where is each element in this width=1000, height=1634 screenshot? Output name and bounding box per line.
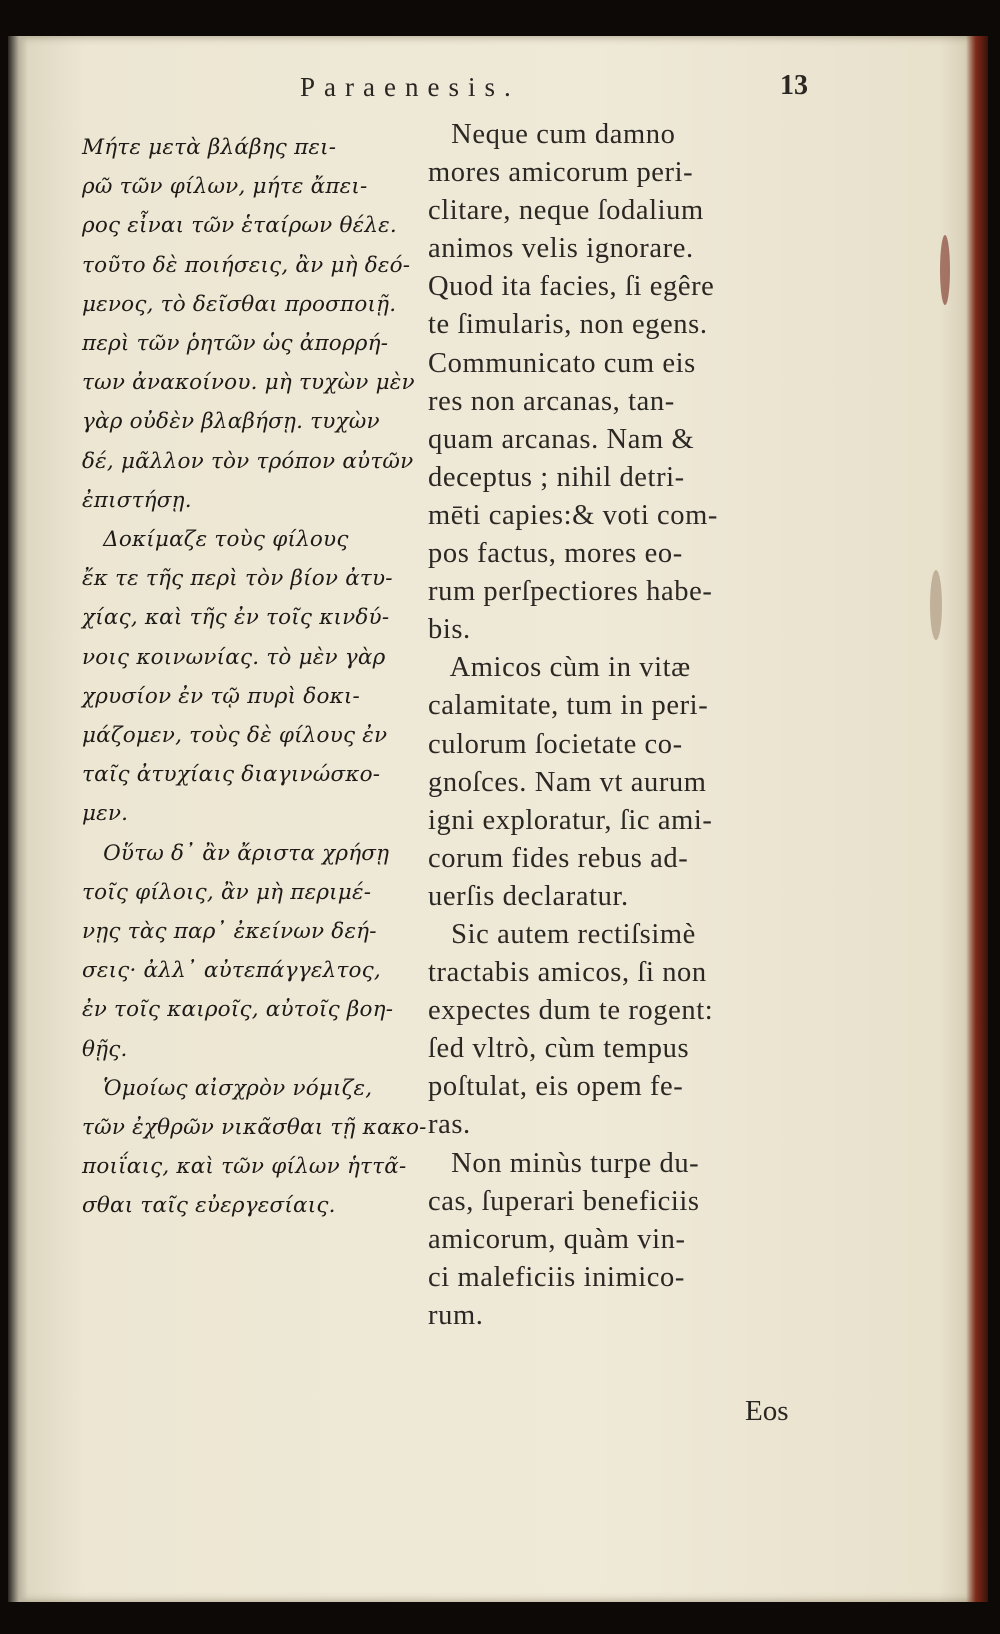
text-line: ci maleficiis inimico- <box>428 1261 685 1293</box>
text-line: ras. <box>428 1109 471 1141</box>
text-line: ἐν τοῖς καιροῖς, αὐτοῖς βοη- <box>82 997 394 1023</box>
text-line: expectes dum te rogent: <box>428 995 714 1027</box>
text-line: νῃς τὰς παρ᾽ ἐκείνων δεή- <box>82 919 377 945</box>
text-line: μάζομεν, τοὺς δὲ φίλους ἐν <box>82 723 388 749</box>
text-line: θῇς. <box>82 1036 128 1062</box>
text-line: res non arcanas, tan- <box>428 385 675 417</box>
text-line: Neque cum damno <box>428 119 676 150</box>
latin-text-column <box>428 116 788 1335</box>
text-line: amicorum, quàm vin- <box>428 1223 686 1255</box>
running-title: Paraenesis. <box>300 72 520 102</box>
text-line: culorum ſocietate co- <box>428 728 683 760</box>
page-stain <box>940 235 950 305</box>
greek-text-column <box>82 128 427 1226</box>
text-line: Ὁμοίως αἰσχρὸν νόμιζε, <box>82 1075 373 1101</box>
text-line: σεις· ἀλλ᾽ αὐτεπάγγελτος, <box>82 958 381 984</box>
text-line: δέ, μᾶλλον τὸν τρόπον αὐτῶν <box>82 448 414 474</box>
text-line: igni exploratur, ſic ami- <box>428 804 713 836</box>
text-line: χίας, καὶ τῆς ἐν τοῖς κινδύ- <box>82 605 390 631</box>
text-line: bis. <box>428 614 471 646</box>
text-line: σθαι ταῖς εὐεργεσίαις. <box>82 1193 336 1219</box>
text-line: corum fides rebus ad- <box>428 842 689 874</box>
text-line: νοις κοινωνίας. τὸ μὲν γὰρ <box>82 644 386 670</box>
text-line: uerſis declaratur. <box>428 880 629 912</box>
text-line: ρῶ τῶν φίλων, μήτε ἄπει- <box>82 174 368 200</box>
text-line: ταῖς ἀτυχίαις διαγινώσκο- <box>82 762 381 788</box>
page-stain <box>930 570 942 640</box>
text-line: τοῖς φίλοις, ἂν μὴ περιμέ- <box>82 879 372 905</box>
text-line: mores amicorum peri- <box>428 157 694 189</box>
text-line: cas, ſuperari beneficiis <box>428 1185 700 1217</box>
text-line: Μήτε μετὰ βλάβης πει- <box>82 135 337 160</box>
text-line: tractabis amicos, ſi non <box>428 957 707 989</box>
text-line: rum. <box>428 1299 484 1331</box>
text-line: clitare, neque ſodalium <box>428 195 704 227</box>
page-gutter-shadow <box>8 36 28 1602</box>
text-line: γὰρ οὐδὲν βλαβήσῃ. τυχὼν <box>82 409 380 435</box>
text-line: Communicato cum eis <box>428 347 696 379</box>
text-line: μενος, τὸ δεῖσθαι προσποιῇ. <box>82 291 397 317</box>
text-line: gnoſces. Nam vt aurum <box>428 766 707 798</box>
text-line: poſtulat, eis opem fe- <box>428 1071 684 1103</box>
text-line: Sic autem rectiſsimè <box>428 918 696 950</box>
text-line: mēti capies:& voti com- <box>428 499 719 531</box>
text-line: ἐπιστήσῃ. <box>82 487 192 513</box>
text-line: te ſimularis, non egens. <box>428 309 708 341</box>
catchword: Eos <box>745 1395 789 1427</box>
text-line: τῶν ἐχθρῶν νικᾶσθαι τῇ κακο- <box>82 1115 427 1141</box>
text-line: rum perſpectiores habe- <box>428 576 713 608</box>
text-line: ἔκ τε τῆς περὶ τὸν βίον ἀτυ- <box>82 566 393 592</box>
text-line: Amicos cùm in vitæ <box>428 652 691 684</box>
text-line: ποιΐαις, καὶ τῶν φίλων ἡττᾶ- <box>82 1154 407 1180</box>
text-line: Non minùs turpe du- <box>428 1147 700 1179</box>
text-line: των ἀνακοίνου. μὴ τυχὼν μὲν <box>82 370 415 396</box>
text-line: quam arcanas. Nam & <box>428 423 695 455</box>
text-line: calamitate, tum in peri- <box>428 690 709 722</box>
text-line: περὶ τῶν ῥητῶν ὡς ἀπορρή- <box>82 331 389 357</box>
text-line: μεν. <box>82 801 129 827</box>
page-edge-binding <box>966 36 988 1602</box>
text-line: deceptus ; nihil detri- <box>428 461 685 493</box>
text-line: animos velis ignorare. <box>428 233 694 265</box>
text-line: Quod ita facies, ſi egêre <box>428 271 715 303</box>
text-line: Οὕτω δ᾽ ἂν ἄριστα χρήσῃ <box>82 840 390 866</box>
text-line: pos factus, mores eo- <box>428 538 683 570</box>
text-line: χρυσίον ἐν τῷ πυρὶ δοκι- <box>82 683 360 709</box>
text-line: Δοκίμαζε τοὺς φίλους <box>82 527 349 553</box>
page-number: 13 <box>780 70 808 101</box>
text-line: ſed vltrò, cùm tempus <box>428 1033 690 1065</box>
text-line: τοῦτο δὲ ποιήσεις, ἂν μὴ δεό- <box>82 252 411 278</box>
text-line: ρος εἶναι τῶν ἑταίρων θέλε. <box>82 213 397 239</box>
